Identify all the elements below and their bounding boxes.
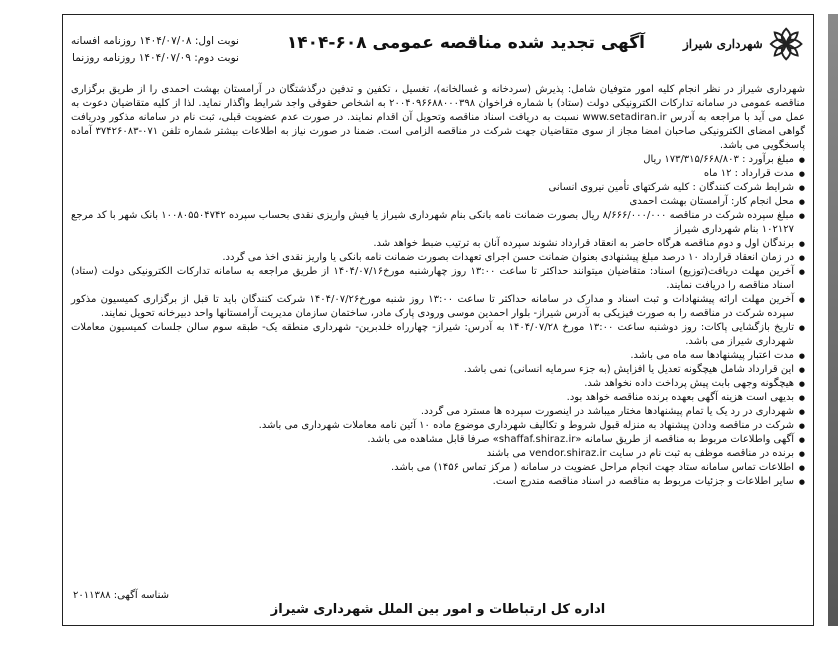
list-item: ● شرایط شرکت کنندگان : کلیه شرکتهای تأمین نیروی انسانی bbox=[71, 181, 805, 195]
list-item: ● مبلغ سپرده شرکت در مناقصه ۸/۶۶۶/۰۰۰/۰۰۰ ریال بصورت ضمانت نامه بانکی بنام شهرداری شیراز یا فیش واریزی نقدی بحساب سپرده ۱۰۰۸۰۵۵۰۴۷۴۲ بانک شهر با کد مرجع ۱۰۲۱۲۷ بنام شهرداری شیراز bbox=[71, 209, 805, 237]
logo-text: شهرداری شیراز bbox=[683, 37, 763, 51]
intro-paragraph: شهرداری شیراز در نظر انجام کلیه امور متوفیان شامل: پذیرش (سردخانه و غسالخانه)، تغسیل ، تکفین و تدفین درگذشتگان در آرامستان بهشت احمدی را از طریق برگزاری مناقصه عمومی در سامانه تدارکات الکترونیکی دولت (ستاد) با شماره فراخوان ۲۰۰۴۰۹۶۶۸۸۰۰۰۳۹۸ به اشخاص حقوقی واجد شرایط واگذار نماید. لذا از کلیه متقاضیان دعوت به عمل می آید با مراجعه به آدرس www.setadiran.ir نسبت به دریافت اسناد مناقصه وتحویل آن اقدام نمایند. در صورت عدم عضویت قبلی، ثبت نام در سامانه مذکور ودریافت گواهی امضای الکترونیکی صاحبان امضا مجاز از سوی متقاضیان جهت شرکت در مناقصه الزامی است. ضمنا در صورت نیاز به اطلاعات بیشتر شماره تلفن ۰۷۱-۳۷۴۲۶۰۸۳ آماده پاسخگویی می باشد. bbox=[71, 84, 805, 151]
municipality-logo bbox=[683, 21, 805, 67]
publication-first: نوبت اول: ۱۴۰۴/۰۷/۰۸ روزنامه افسانه bbox=[71, 35, 239, 47]
list-item: ● مبلغ برآورد : ۱۷۳/۳۱۵/۶۶۸/۸۰۳ ریال bbox=[71, 153, 805, 167]
ad-id: شناسه آگهی: ۲۰۱۱۳۸۸ bbox=[73, 590, 170, 601]
issuer-name: اداره کل ارتباطات و امور بین الملل شهرداری شیراز bbox=[270, 602, 606, 617]
list-item: ● آگهی واطلاعات مربوط به مناقصه از طریق سامانه «shaffaf.shiraz.ir» صرفا قابل مشاهده می باشد. bbox=[71, 433, 805, 447]
list-item: ● محل انجام کار: آرامستان بهشت احمدی bbox=[71, 195, 805, 209]
list-item: ● مدت قرارداد : ۱۲ ماه bbox=[71, 167, 805, 181]
list-item: ● سایر اطلاعات و جزئیات مربوط به مناقصه در اسناد مناقصه مندرج است. bbox=[71, 475, 805, 489]
list-item: ● مدت اعتبار پیشنهادها سه ماه می باشد. bbox=[71, 349, 805, 363]
list-item: ● برندگان اول و دوم مناقصه هرگاه حاضر به انعقاد قرارداد نشوند سپرده آنان به ترتیب ضبط خواهد شد. bbox=[71, 237, 805, 251]
list-item: ● اطلاعات تماس سامانه ستاد جهت انجام مراحل عضویت در سامانه ( مرکز تماس ۱۴۵۶) می باشد. bbox=[71, 461, 805, 475]
tender-advertisement bbox=[62, 14, 814, 626]
list-item: ● آخرین مهلت دریافت(توزیع) اسناد: متقاضیان میتوانند حداکثر تا ساعت ۱۳:۰۰ روز چهارشنبه مورخ۱۴۰۴/۰۷/۱۶ از طریق مراجعه به سامانه تدارکات الکترونیکی دولت (ستاد) اسناد مناقصه را دریافت نمایند. bbox=[71, 265, 805, 293]
list-item: ● شهرداری در رد یک یا تمام پیشنهادها مختار میباشد در اینصورت سپرده ها مسترد می گردد. bbox=[71, 405, 805, 419]
list-item: ● هیچگونه وجهی بابت پیش پرداخت داده نخواهد شد. bbox=[71, 377, 805, 391]
conditions-list bbox=[71, 153, 805, 489]
list-item: ● در زمان انعقاد قرارداد ۱۰ درصد مبلغ پیشنهادی بعنوان ضمانت حسن اجرای تعهدات بصورت ضمانت نامه بانکی یا واریز نقدی اخذ می گردد. bbox=[71, 251, 805, 265]
list-item: ● این قرارداد شامل هیچگونه تعدیل یا افزایش (به جزء سرمایه انسانی) نمی باشد. bbox=[71, 363, 805, 377]
list-item: ● تاریخ بازگشایی پاکات: روز دوشنبه ساعت ۱۳:۰۰ مورخ ۱۴۰۴/۰۷/۲۸ به آدرس: شیراز- چهارراه خلدبرین- شهرداری منطقه یک- طبقه سوم سالن جلسات کمیسیون معاملات شهرداری شیراز می باشد. bbox=[71, 321, 805, 349]
ad-header bbox=[63, 15, 813, 73]
list-item: ● برنده در مناقصه موظف به ثبت نام در سایت vendor.shiraz.ir می باشند bbox=[71, 447, 805, 461]
ad-title: آگهی تجدید شده مناقصه عمومی ۶۰۸-۱۴۰۴ bbox=[286, 33, 645, 53]
page-edge bbox=[828, 14, 838, 626]
publication-second: نوبت دوم: ۱۴۰۴/۰۷/۰۹ روزنامه روزنما bbox=[72, 52, 239, 64]
publication-dates bbox=[71, 33, 239, 67]
municipality-flower-logo-icon bbox=[767, 24, 805, 64]
list-item: ● شرکت در مناقصه ودادن پیشنهاد به منزله قبول شروط و تکالیف شهرداری موضوع ماده ۱۰ آئین نامه معاملات شهرداری می باشد. bbox=[71, 419, 805, 433]
list-item: ● بدیهی است هزینه آگهی بعهده برنده مناقصه خواهد بود. bbox=[71, 391, 805, 405]
list-item: ● آخرین مهلت ارائه پیشنهادات و ثبت اسناد و مدارک در سامانه حداکثر تا ساعت ۱۳:۰۰ روز شنبه مورخ۱۴۰۴/۰۷/۲۶ شرکت کنندگان باید تا قبل از برگزاری کمیسیون مذکور سپرده شرکت در مناقصه را به صورت فیزیکی به آدرس شیراز- بلوار احمدین موسی ورودی پارک مادر، ساختمان سازمان مدیریت آرامستانها واحد دبیرخانه تحویل نمایند. bbox=[71, 293, 805, 321]
ad-body bbox=[71, 83, 805, 489]
